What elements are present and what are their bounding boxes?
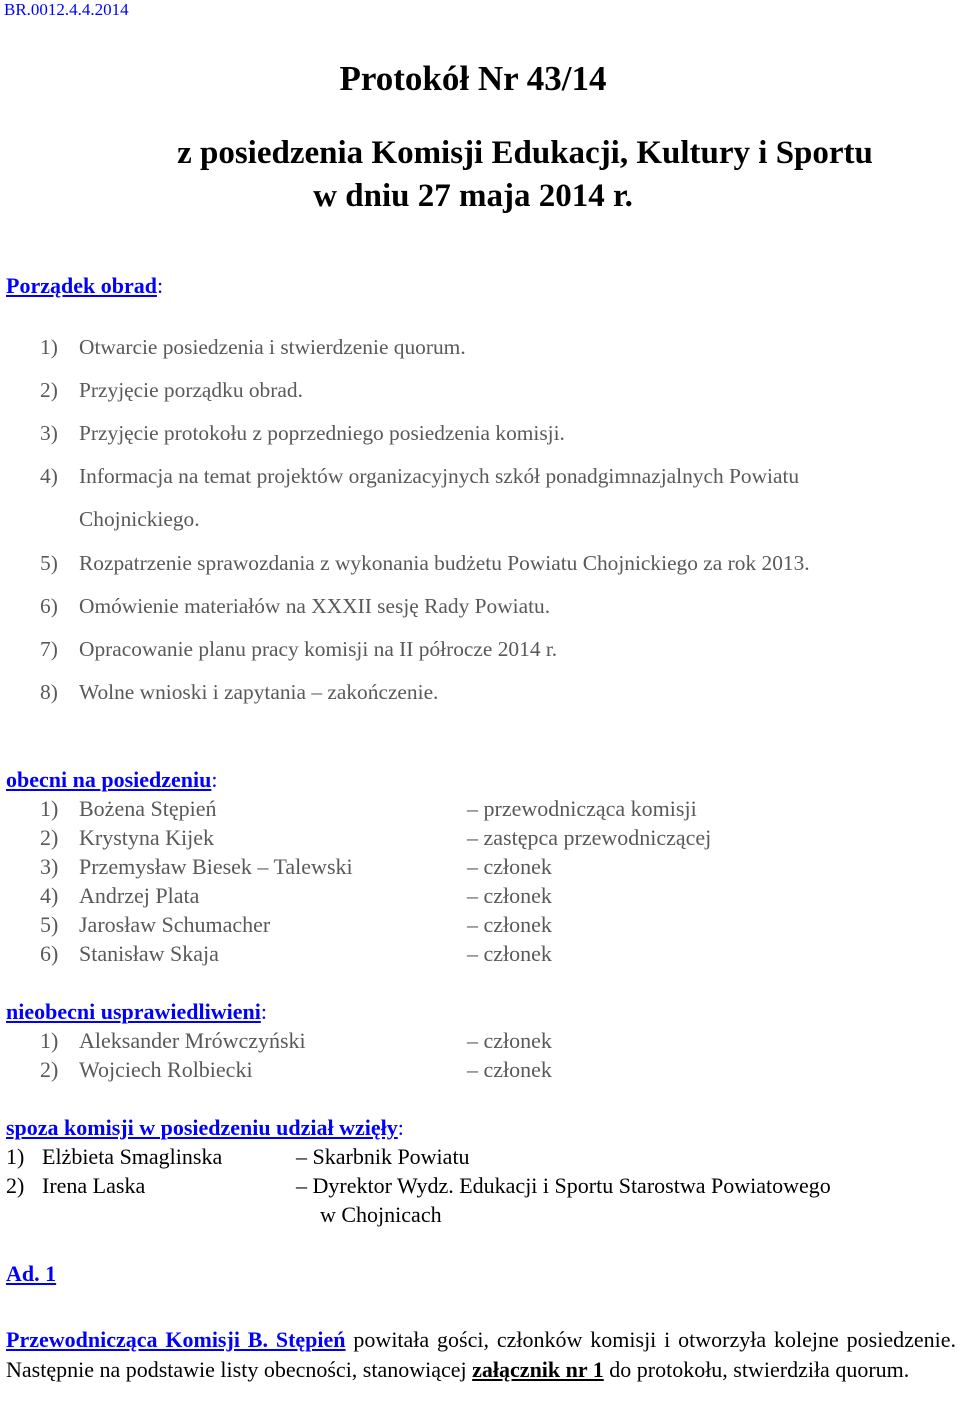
chair-name: Przewodnicząca Komisji B. Stępień	[6, 1327, 346, 1352]
guests-heading: spoza komisji w posiedzeniu udział wzięły:	[6, 1115, 404, 1140]
document-reference: BR.0012.4.4.2014	[4, 0, 129, 19]
protocol-date: w dniu 27 maja 2014 r.	[313, 178, 633, 214]
present-heading: obecni na posiedzeniu:	[6, 767, 218, 792]
absent-heading: nieobecni usprawiedliwieni:	[6, 999, 267, 1024]
ad1-heading: Ad. 1	[6, 1261, 57, 1286]
ad1-paragraph: Przewodnicząca Komisji B. Stępień powitała gości, członków komisji i otworzyła kolejne posiedzenie. Następnie na podstawie listy obecności, stanowiącej załącznik nr 1 do protokołu, stwierdziła quorum.	[6, 1327, 956, 1382]
attachment-ref: załącznik nr 1	[472, 1357, 604, 1382]
protocol-subtitle: z posiedzenia Komisji Edukacji, Kultury i Sportu	[177, 135, 873, 171]
agenda-heading: Porządek obrad:	[6, 273, 164, 298]
protocol-title: Protokół Nr 43/14	[339, 59, 607, 98]
